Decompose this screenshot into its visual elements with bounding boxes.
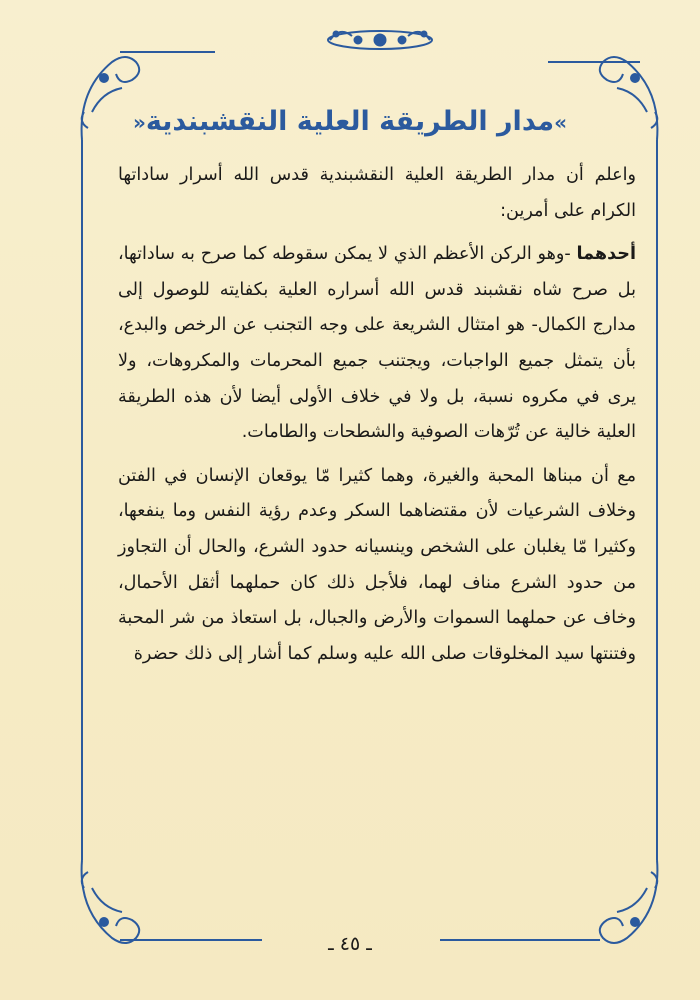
paragraph-intro: واعلم أن مدار الطريقة العلية النقشبندية قدس الله أسرار ساداتها الكرام على أمرين: xyxy=(118,165,636,221)
top-center-ornament xyxy=(328,31,432,49)
paragraph-lead-word: أحدهما xyxy=(576,244,636,265)
title-ornament-open: « xyxy=(132,110,146,135)
paragraph-first-matter-text: -وهو الركن الأعظم الذي لا يمكن سقوطه كما صرح به ساداتها، بل صرح شاه نقشبند قدس الله أسراره العلية بكفايته للوصول إلى مدارج الكمال- هو امتثال الشريعة على وجه التجنب عن الرخص والبدع، بأن يتمثل جميع الواجبات، ويجتنب جميع المحرمات والمكروهات، ولا يرى في مكروه نسبة، بل ولا في خلاف الأولى أيضا لأن هذه الطريقة العلية خالية عن تُرّهات الصوفية والشطحات والطامات. xyxy=(118,244,636,443)
page-title xyxy=(90,100,610,144)
page-body xyxy=(118,158,636,678)
title-ornament-close: » xyxy=(554,110,568,135)
page-number: ـ ٤٥ ـ xyxy=(328,933,372,955)
corner-ornament-bottom-right xyxy=(600,860,658,943)
corner-ornament-bottom-left xyxy=(82,860,140,943)
paragraph-love-and-zeal: مع أن مبناها المحبة والغيرة، وهما كثيرا مّا يوقعان الإنسان في الفتن وخلاف الشرعيات لأن مقتضاهما السكر وعدم رؤية النفس وما ينفعها، وكثيرا مّا يغلبان على الشخص وينسيانه حدود الشرع، والحال أن التجاوز من حدود الشرع مناف لهما، فلأجل ذلك كان حملهما أثقل الأحمال، وخاف عن حملهما السموات والأرض والجبال، بل استعاذ من شر المحبة وفتنتها سيد المخلوقات صلى الله عليه وسلم كما أشار إلى ذلك حضرة xyxy=(118,465,636,664)
paragraph-first-matter xyxy=(118,237,636,451)
page-title-text: مدار الطريقة العلية النقشبندية xyxy=(145,106,555,137)
